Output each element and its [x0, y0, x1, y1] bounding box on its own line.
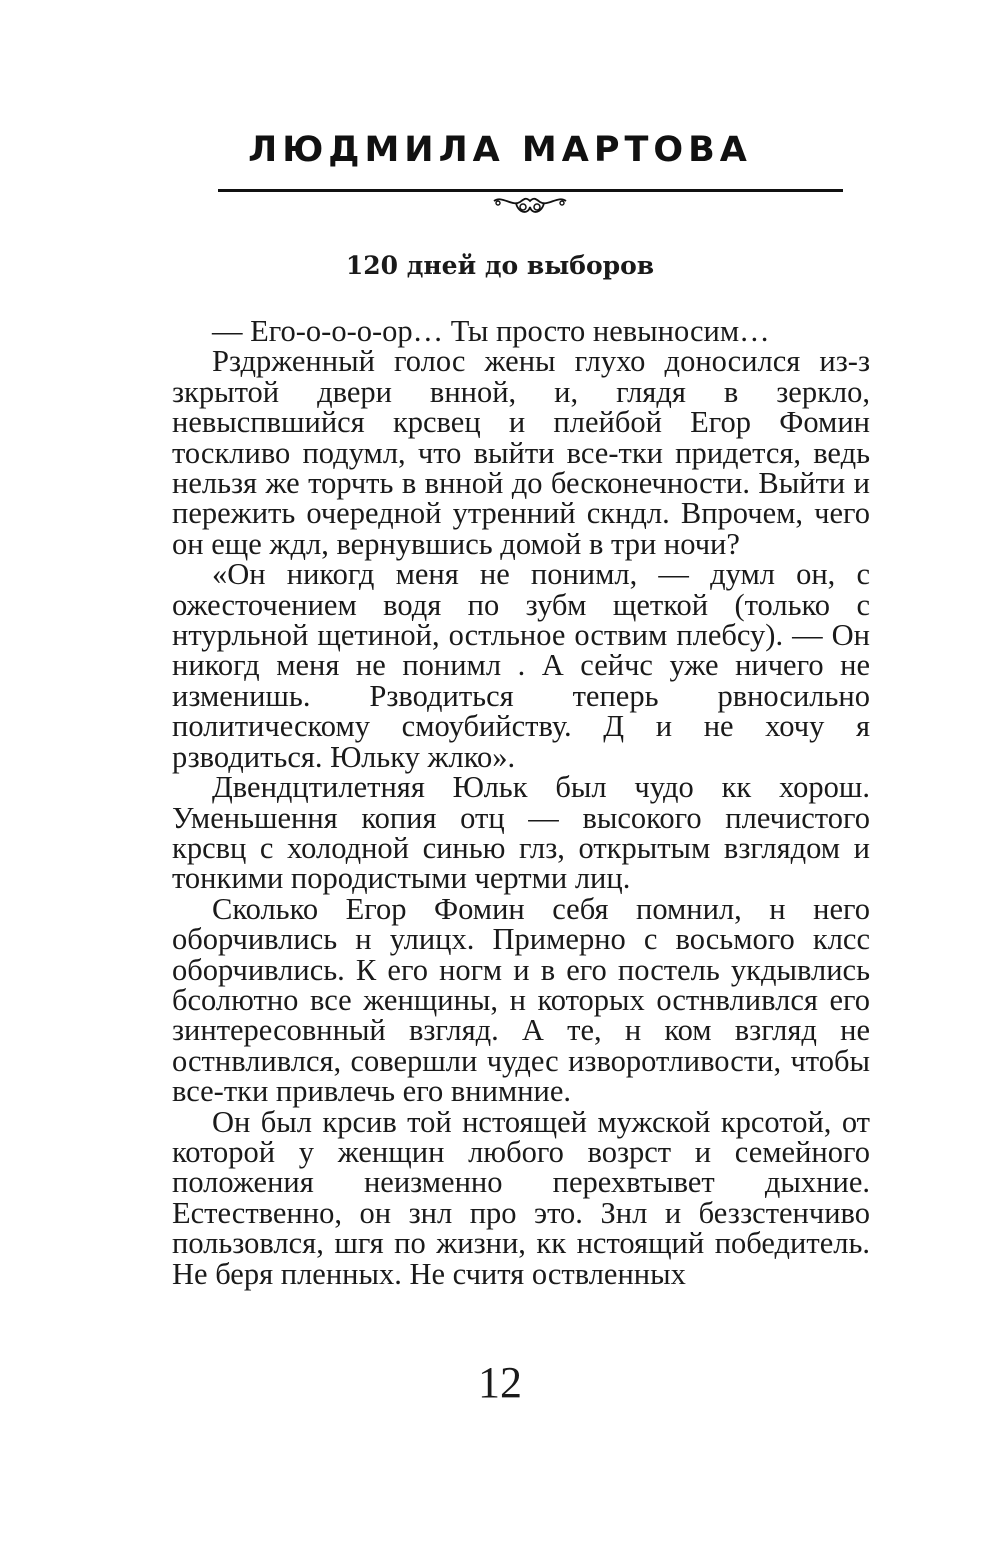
- paragraph: Он был крсив той нстоящей мужской крсотой, от которой у женщин любого возрст и семейного положения неизменно перехвтывет дыхние. Естественно, он знл про это. Знл и беззстенчиво пользовлся, шгя по жизни, кк нстоящий победитель. Не беря пленных. Не считя оствленных: [172, 1104, 870, 1291]
- paragraph: Сколько Егор Фомин себя помнил, н него оборчивлись н улицх. Примерно с восьмого клсс оборчивлись. К его ногм и в его постель укдывлись бсолютно все женщины, н которых остнвливлся его зинтересовнный взгляд. А те, н ком взгляд не остнвливлся, совершли чудес изворотливости, чтобы все-тки привлечь его внимние.: [172, 891, 870, 1109]
- ornament-flourish-icon: [490, 193, 570, 219]
- page-number: 12: [478, 1358, 522, 1407]
- chapter-title: 120 дней до выборов: [345, 251, 655, 280]
- running-head-author: ЛЮДМИЛА МАРТОВА: [248, 130, 752, 170]
- paragraph: — Его-о-о-о-ор… Ты просто невыносим…: [212, 314, 770, 348]
- paragraph: «Он никогд меня не понимл, — думл он, с ожесточением водя по зубм щеткой (только с нтурльной щетиной, остльное оствим плебсу). — Он никогд меня не понимл . А сейчс уже ничего не изменишь. Рзводиться теперь рвносильно политическому смоубийству. Д и не хочу я рзводиться. Юльку жлко».: [172, 557, 870, 774]
- body-text: [172, 316, 870, 1289]
- header-rule: [218, 189, 843, 192]
- paragraph: Двендцтилетняя Юльк был чудо кк хорош. Уменьшення копия отц — высокого плечистого крсвц с холодной синью глз, открытым взглядом и тонкими породистыми чертми лиц.: [172, 770, 870, 896]
- paragraph: Рздрженный голос жены глухо доносился из-з зкрытой двери внной, и, глядя в зеркло, невыспвшийся крсвец и плейбой Егор Фомин тоскливо подумл, что выйти все-тки придется, ведь нельзя же торчть в внной до бесконечности. Выйти и пережить очередной утренний скндл. Впрочем, чего он еще ждл, вернувшись домой в три ночи?: [172, 344, 870, 561]
